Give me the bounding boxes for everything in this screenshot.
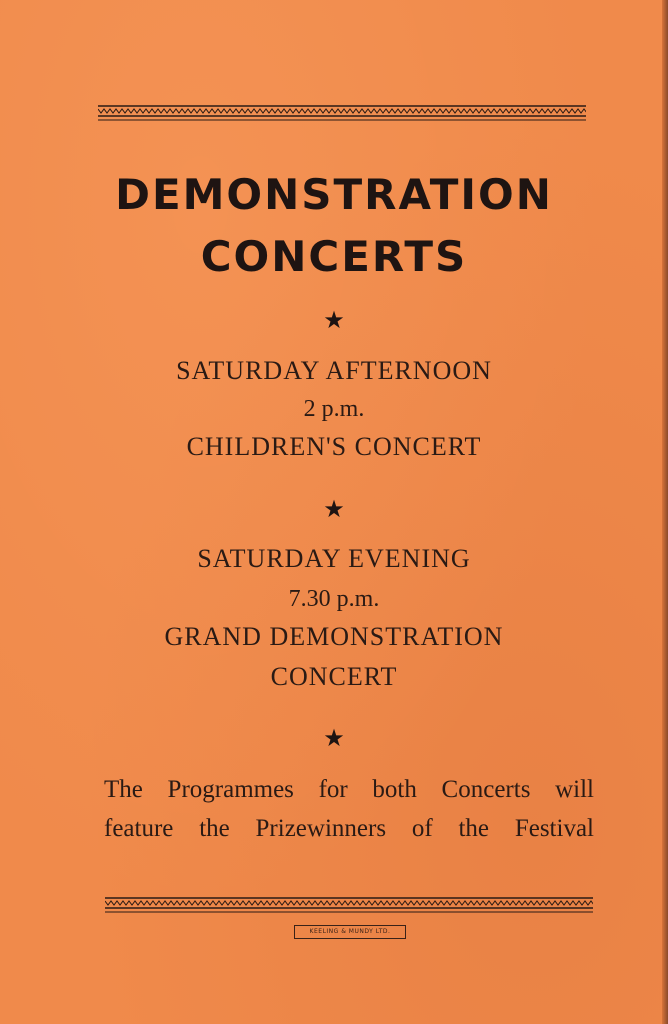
note-line-1: The Programmes for both Concerts will bbox=[104, 776, 594, 803]
star-divider-3: ★ bbox=[323, 726, 345, 752]
top-ornamental-border bbox=[98, 104, 586, 124]
afternoon-day: SATURDAY AFTERNOON bbox=[176, 356, 492, 385]
title-line-2: CONCERTS bbox=[200, 232, 468, 281]
evening-time: 7.30 p.m. bbox=[288, 586, 380, 612]
note-line-2: feature the Prizewinners of the Festival bbox=[104, 815, 594, 842]
star-divider-2: ★ bbox=[323, 497, 345, 523]
evening-day: SATURDAY EVENING bbox=[197, 544, 471, 573]
afternoon-event: CHILDREN'S CONCERT bbox=[186, 432, 482, 461]
evening-event-line-2: CONCERT bbox=[270, 662, 398, 691]
printer-mark: KEELING & MUNDY LTD. bbox=[294, 925, 406, 939]
afternoon-time: 2 p.m. bbox=[303, 396, 365, 422]
title-line-1: DEMONSTRATION bbox=[115, 170, 553, 219]
bottom-ornamental-border bbox=[105, 896, 593, 916]
evening-event-line-1: GRAND DEMONSTRATION bbox=[164, 622, 504, 651]
star-divider-1: ★ bbox=[323, 308, 345, 334]
